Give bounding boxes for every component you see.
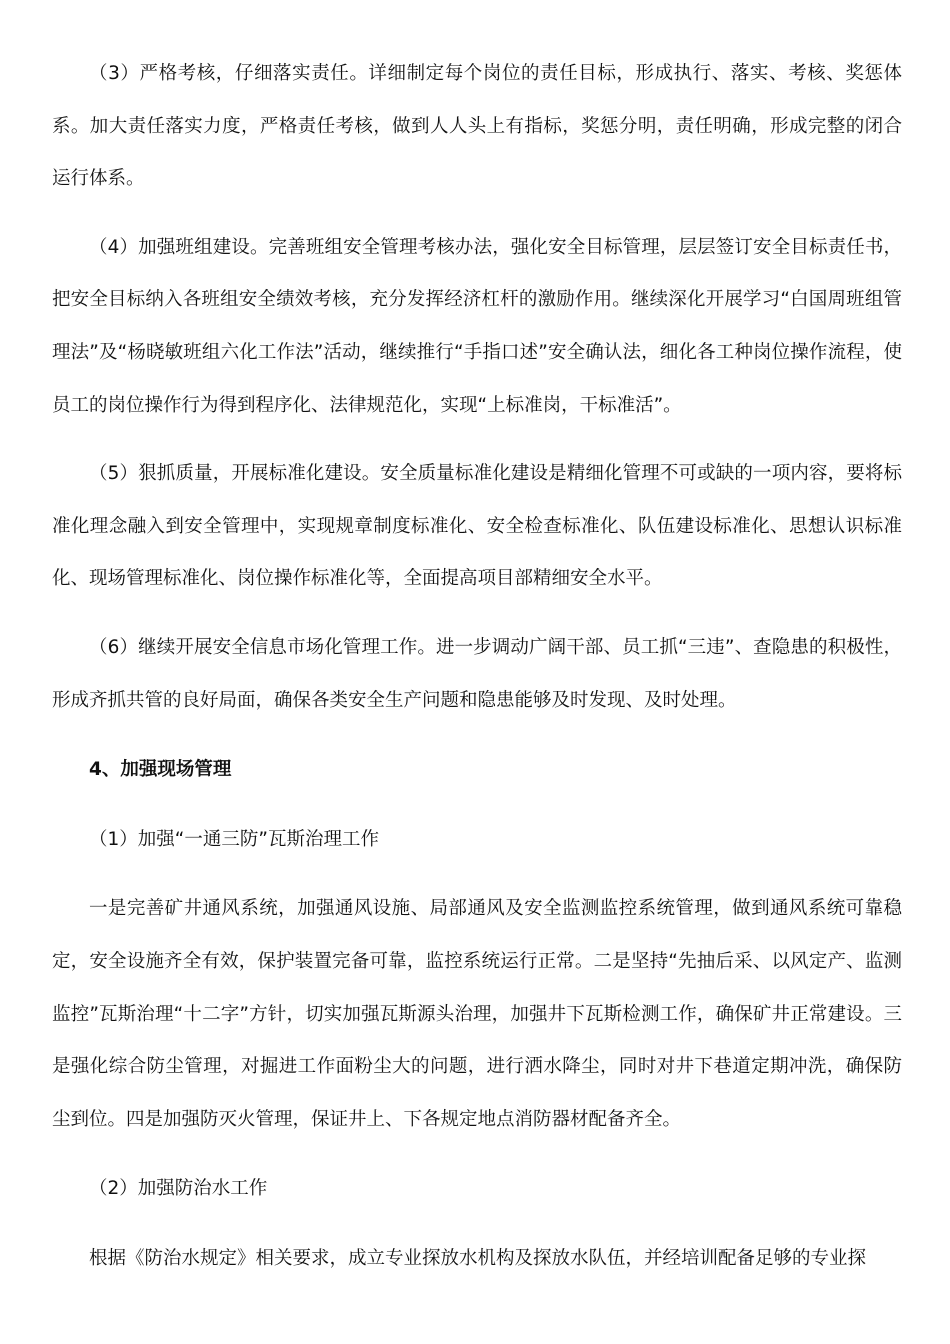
paragraph-team-building: （4）加强班组建设。完善班组安全管理考核办法，强化安全目标管理，层层签订安全目标责任书，把安全目标纳入各班组安全绩效考核，充分发挥经济杠杆的激励作用。继续深化开展学习“白国周班组管理法”及“杨晓敏班组六化工作法”活动，继续推行“手指口述”安全确认法，细化各工种岗位操作流程，使员工的岗位操作行为得到程序化、法律规范化，实现“上标准岗，干标准活”。: [52, 236, 902, 416]
paragraph-strict-assessment: （3）严格考核，仔细落实责任。详细制定每个岗位的责任目标，形成执行、落实、考核、奖惩体系。加大责任落实力度，严格责任考核，做到人人头上有指标，奖惩分明，责任明确，形成完整的闭合运行体系。: [52, 63, 902, 190]
paragraph-safety-information: （6）继续开展安全信息市场化管理工作。进一步调动广阔干部、员工抓“三违”、查隐患的积极性，形成齐抓共管的良好局面，确保各类安全生产问题和隐患能够及时发现、及时处理。: [52, 636, 902, 711]
paragraph-ventilation: 一是完善矿井通风系统，加强通风设施、局部通风及安全监测监控系统管理，做到通风系统可靠稳定，安全设施齐全有效，保护装置完备可靠，监控系统运行正常。二是坚持“先抽后采、以风定产、监测监控”瓦斯治理“十二字”方针，切实加强瓦斯源头治理，加强井下瓦斯检测工作，确保矿井正常建设。三是强化综合防尘管理，对掘进工作面粉尘大的问题，进行洒水降尘，同时对井下巷道定期冲洗，确保防尘到位。四是加强防灭火管理，保证井上、下各规定地点消防器材配备齐全。: [52, 898, 902, 1130]
subheading-gas-control: （1）加强“一通三防”瓦斯治理工作: [89, 828, 379, 850]
section-heading-site-management: 4、加强现场管理: [89, 759, 232, 781]
subheading-water-control: （2）加强防治水工作: [89, 1178, 268, 1200]
document-page: [52, 48, 902, 1285]
paragraph-quality-standardization: （5）狠抓质量，开展标准化建设。安全质量标准化建设是精细化管理不可或缺的一项内容，要将标准化理念融入到安全管理中，实现规章制度标准化、安全检查标准化、队伍建设标准化、思想认识标准化、现场管理标准化、岗位操作标准化等，全面提高项目部精细安全水平。: [52, 463, 902, 590]
paragraph-water-regulations: 根据《防治水规定》相关要求，成立专业探放水机构及探放水队伍，并经培训配备足够的专业探: [89, 1247, 867, 1269]
